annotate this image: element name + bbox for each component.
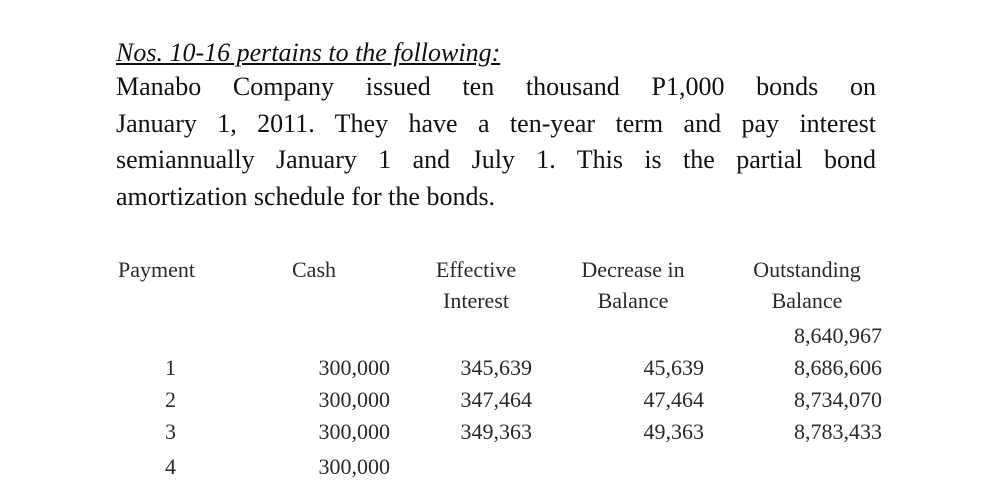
- row-decrease: 45,639: [643, 355, 704, 380]
- row-cash: 300,000: [318, 355, 390, 380]
- row-payment: 4: [165, 454, 176, 479]
- header-payment: Payment: [118, 257, 195, 282]
- paragraph-line: semiannually January 1 and July 1. This is the partial bond: [116, 145, 876, 174]
- header-decrease-line2: Balance: [597, 288, 669, 313]
- header-cash: Cash: [292, 257, 336, 282]
- problem-heading: Nos. 10-16 pertains to the following:: [116, 38, 501, 67]
- header-decrease-line1: Decrease in: [581, 257, 685, 282]
- row-balance: 8,783,433: [794, 419, 882, 444]
- row-cash: 300,000: [318, 454, 390, 479]
- row-payment: 2: [165, 387, 176, 412]
- header-outstanding-line1: Outstanding: [753, 257, 861, 282]
- row-cash: 300,000: [318, 387, 390, 412]
- header-effective-line2: Interest: [443, 288, 509, 313]
- row-interest: 347,464: [460, 387, 532, 412]
- row-interest: 345,639: [460, 355, 532, 380]
- row-decrease: 49,363: [643, 419, 704, 444]
- row-decrease: 47,464: [643, 387, 704, 412]
- header-effective-line1: Effective: [435, 257, 517, 282]
- row-cash: 300,000: [318, 419, 390, 444]
- paragraph-line: amortization schedule for the bonds.: [116, 181, 496, 211]
- row-payment: 1: [165, 355, 176, 380]
- row-balance: 8,734,070: [794, 387, 882, 412]
- row-payment: 3: [165, 419, 176, 444]
- opening-balance: 8,640,967: [794, 323, 882, 348]
- paragraph-line: January 1, 2011. They have a ten-year term and pay interest: [116, 108, 876, 138]
- row-balance: 8,686,606: [794, 355, 882, 380]
- paragraph-line: Manabo Company issued ten thousand P1,000 bonds on: [116, 72, 876, 101]
- header-outstanding-line2: Balance: [771, 288, 843, 313]
- row-interest: 349,363: [460, 419, 532, 444]
